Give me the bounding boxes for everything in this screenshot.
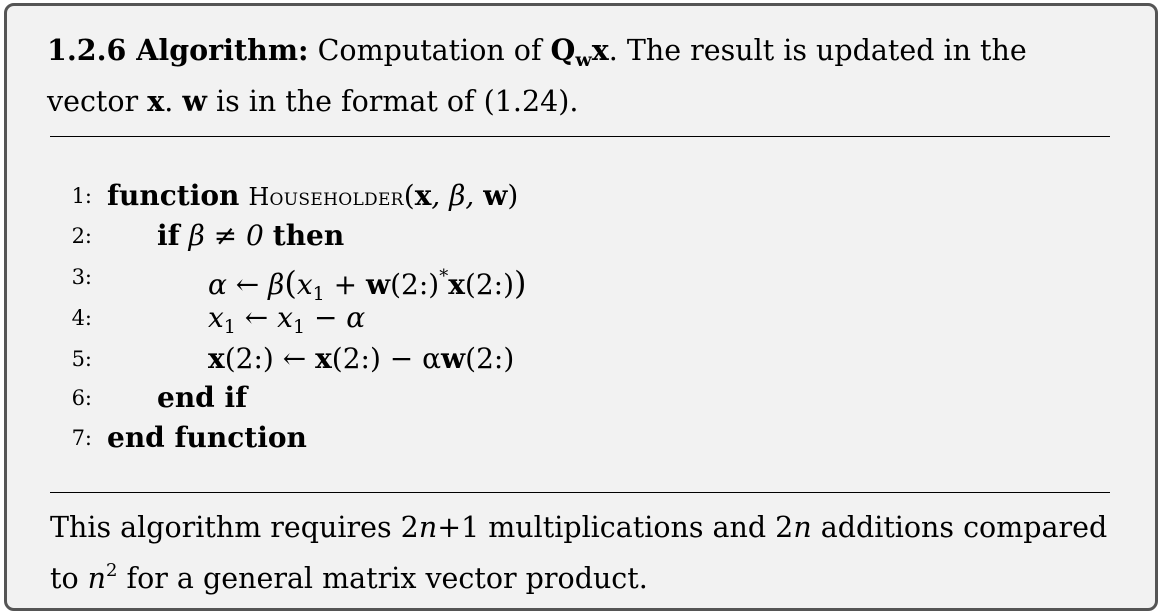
paren: ) [514,264,527,302]
index-minus-alpha: (2:) − α [331,342,442,375]
line-number: 3: [71,265,92,289]
algorithm-line-5 [208,343,514,375]
line-number: 6: [71,386,92,410]
var-n: n [87,562,107,595]
subscript-w: w [575,49,592,71]
var-x: x [296,268,313,301]
plus: + [324,268,366,301]
line-number: 1: [71,184,92,208]
caption-text: is in the format of (1.24). [206,85,579,118]
vector-x: x [448,268,465,301]
index-range: (2:) [390,268,440,301]
line-number: 2: [71,224,92,248]
vector-w: w [182,84,207,118]
var-x: x [208,301,224,334]
caption-text: . [164,85,183,118]
keyword-end-function: end function [107,421,307,454]
superscript: 2 [106,560,118,581]
subscript: 1 [223,316,236,338]
algorithm-line-4 [208,302,365,343]
vector-w: w [366,268,391,301]
arg-w: w [483,179,508,212]
keyword-if: if [157,219,180,252]
algorithm-line-6 [157,382,247,414]
paren: ( [284,264,297,302]
index-range: (2:) [464,268,515,301]
footer-text: +1 multiplications and 2 [437,511,794,544]
algorithm-caption [47,30,1112,122]
vector-x: x [591,33,609,67]
vector-x: x [315,342,332,375]
line-number: 5: [71,347,92,371]
arg-x: x [414,179,432,212]
algorithm-line-2 [157,220,344,252]
keyword-function: function [107,179,240,212]
alpha-assign: α ← β [208,268,285,301]
condition: β ≠ 0 [188,219,264,252]
keyword-end-if: end if [157,381,248,414]
matrix-Q: Q [550,33,576,67]
paren: ) [507,179,519,212]
algorithm-footer [50,506,1115,600]
algorithm-label: 1.2.6 Algorithm: [47,33,309,67]
keyword-then: then [272,219,345,252]
conjugate-star: * [439,266,449,287]
algorithm-line-1 [107,180,518,213]
line-number: 7: [71,426,92,450]
subscript: 1 [312,283,325,305]
vector-x: x [208,342,225,375]
var-n: n [793,511,812,544]
paren: ( [403,179,415,212]
var-n: n [418,511,438,544]
algorithm-line-7 [107,422,307,454]
vector-x: x [147,84,165,118]
bottom-divider [50,492,1110,493]
caption-text: . The result is updated in the vector [47,34,1027,118]
subscript: 1 [292,316,306,338]
assign-arrow: ← [235,301,278,334]
footer-text: additions compared to [50,511,1108,595]
index-range: (2:) [465,342,515,375]
function-name: Householder [248,183,404,211]
footer-text: for a general matrix vector product. [117,562,648,595]
arg-beta: , β, [431,179,484,212]
caption-text: Computation of [308,34,551,67]
top-divider [50,136,1110,137]
var-x: x [277,301,293,334]
minus-alpha: − α [305,301,366,334]
line-number: 4: [71,306,92,330]
index-assign: (2:) ← [224,342,316,375]
footer-text: This algorithm requires 2 [50,511,419,544]
vector-w: w [441,342,466,375]
